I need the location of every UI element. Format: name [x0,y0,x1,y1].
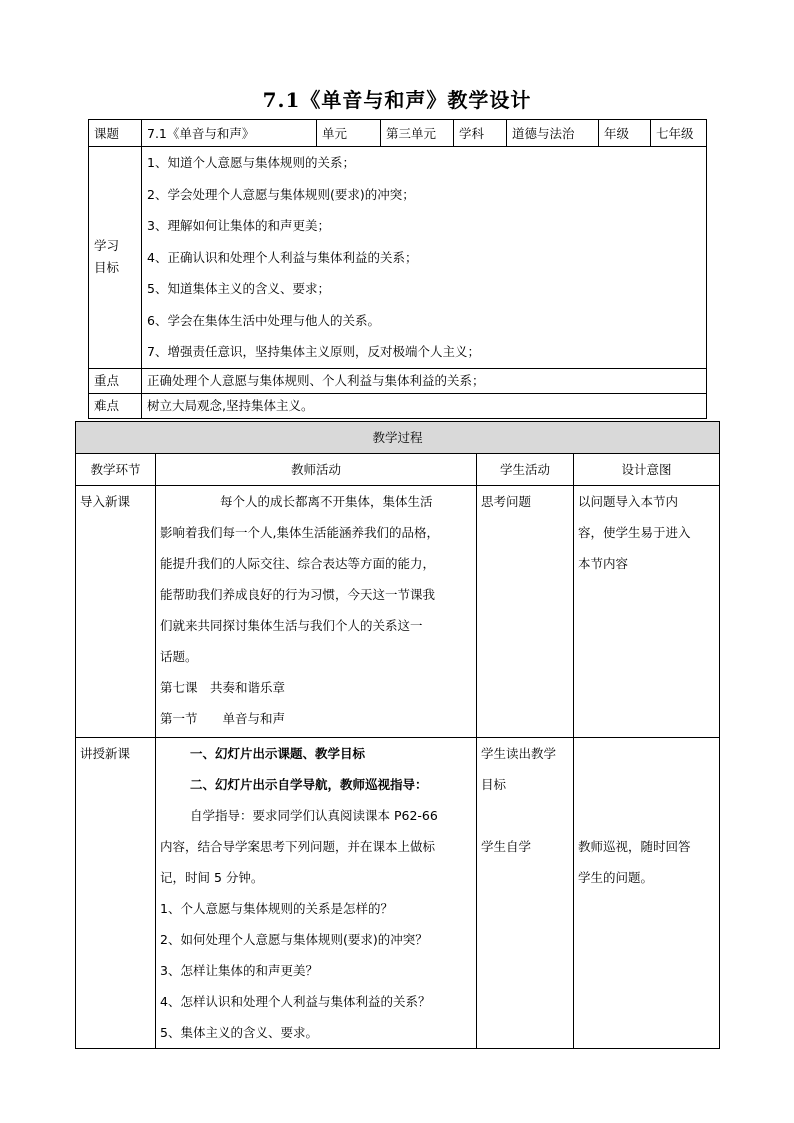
activity-heading-2: 二、幻灯片出示自学导航，教师巡视指导： [190,777,428,792]
intent-text-line: 教师巡视，随时回答 [578,839,691,854]
objectives-label-line: 学习 [94,238,120,254]
guide-text-line: 自学指导：要求同学们认真阅读课本 P62-66 [190,808,438,823]
student-activity-new-lesson [477,738,574,1049]
grade-value: 七年级 [651,120,707,147]
unit-value: 第三单元 [381,120,454,147]
objectives-list [142,147,707,369]
objectives-label-line: 目标 [94,260,120,276]
objective-item: 4、正确认识和处理个人利益与集体利益的关系； [147,249,418,265]
teaching-process-table [75,421,720,1049]
student-activity-intro [477,486,574,738]
objective-item: 1、知道个人意愿与集体规则的关系； [147,155,355,170]
question-item: 2、如何处理个人意愿与集体规则(要求)的冲突？ [160,932,428,947]
stage-new-lesson [76,738,156,1049]
key-point-label: 重点 [89,368,142,393]
teacher-text-line: 能提升我们的人际交往、综合表达等方面的能力， [160,556,436,571]
student-text-line: 学生自学 [481,839,532,854]
teacher-text-line: 话题。 [160,649,198,664]
chapter-title: 第七课 共奏和谐乐章 [160,680,286,695]
header-stage: 教学环节 [76,454,156,486]
stage-intro-label: 导入新课 [80,494,131,509]
subject-label: 学科 [454,120,507,147]
intent-text-line: 以问题导入本节内 [578,494,679,509]
header-teacher: 教师活动 [156,454,477,486]
difficult-point-value: 树立大局观念,坚持集体主义。 [142,393,707,418]
grade-label: 年级 [599,120,651,147]
objective-item: 5、知道集体主义的含义、要求； [147,281,330,296]
teacher-text-line: 们就来共同探讨集体生活与我们个人的关系这一 [160,618,423,633]
teacher-activity-new-lesson [156,738,477,1049]
difficult-point-label: 难点 [89,393,142,418]
header-student: 学生活动 [477,454,574,486]
unit-label: 单元 [317,120,381,147]
lesson-label: 课题 [89,120,142,147]
section-title: 第一节 单音与和声 [160,711,286,726]
activity-heading-1: 一、幻灯片出示课题、教学目标 [190,746,366,761]
intent-text-line: 本节内容 [578,556,629,571]
intent-text-line: 学生的问题。 [578,870,654,885]
design-intent-intro [574,486,720,738]
question-item: 3、怎样让集体的和声更美？ [160,963,318,978]
objectives-label [89,147,142,369]
teacher-text-line: 影响着我们每一个人,集体生活能涵养我们的品格， [160,525,439,540]
objective-item: 3、理解如何让集体的和声更美； [147,218,330,233]
guide-text-line: 内容，结合导学案思考下列问题，并在课本上做标 [160,839,436,854]
subject-value: 道德与法治 [507,120,599,147]
student-text-line: 学生读出教学 [481,746,557,761]
student-activity-text: 思考问题 [481,494,532,509]
intent-text-line: 容，使学生易于进入 [578,525,691,540]
process-section-title: 教学过程 [76,422,720,454]
teacher-text-line: 每个人的成长都离不开集体，集体生活 [220,494,433,509]
objective-item: 6、学会在集体生活中处理与他人的关系。 [147,312,380,328]
key-point-value: 正确处理个人意愿与集体规则、个人利益与集体利益的关系； [142,368,707,393]
objective-item: 7、增强责任意识，坚持集体主义原则，反对极端个人主义； [147,344,480,359]
header-intent: 设计意图 [574,454,720,486]
question-item: 4、怎样认识和处理个人利益与集体利益的关系？ [160,994,431,1009]
stage-new-lesson-label: 讲授新课 [80,746,131,761]
guide-text-line: 记，时间 5 分钟。 [160,870,264,885]
question-item: 1、个人意愿与集体规则的关系是怎样的？ [160,901,393,916]
objective-item: 2、学会处理个人意愿与集体规则(要求)的冲突； [147,186,415,202]
page-title: 7.1《单音与和声》教学设计 [262,88,532,112]
teacher-text-line: 能帮助我们养成良好的行为习惯，今天这一节课我 [160,587,436,602]
student-text-line: 目标 [481,777,507,792]
design-intent-new-lesson [574,738,720,1049]
lesson-info-table [88,119,707,419]
lesson-value: 7.1《单音与和声》 [142,120,317,147]
stage-intro [76,486,156,738]
question-item: 5、集体主义的含义、要求。 [160,1025,318,1040]
teacher-activity-intro [156,486,477,738]
